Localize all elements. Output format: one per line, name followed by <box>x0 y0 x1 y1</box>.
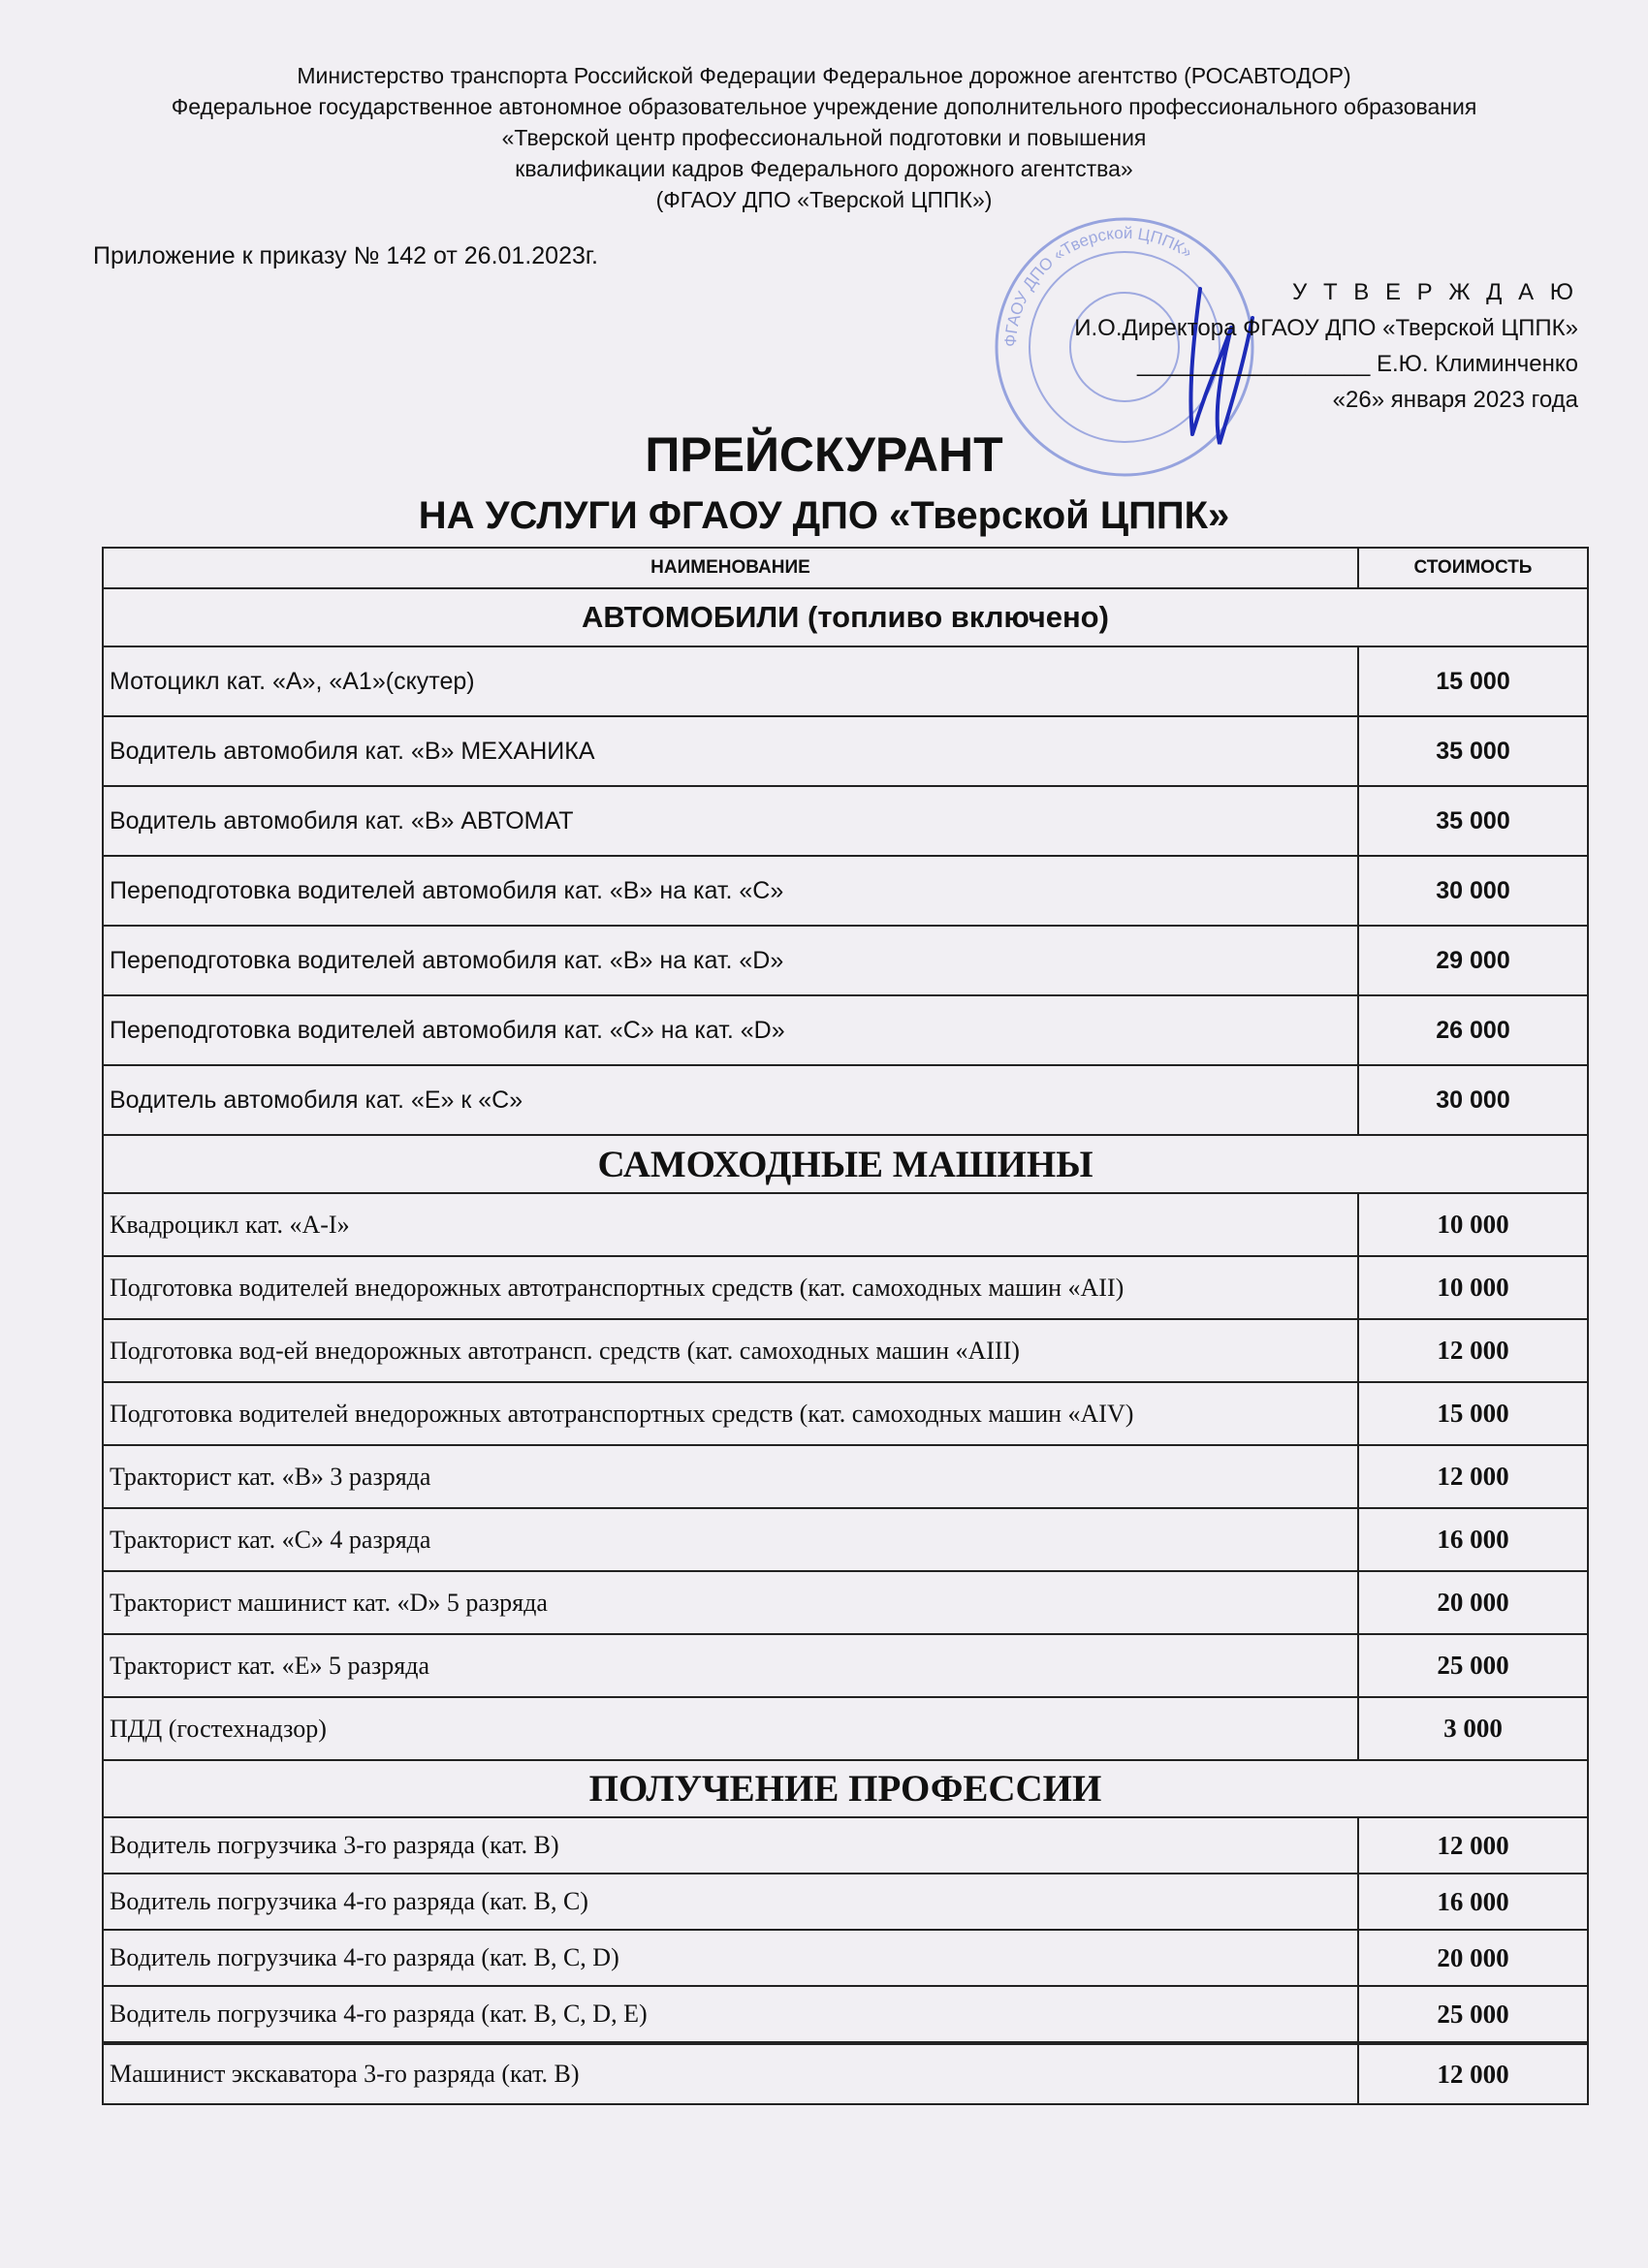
service-name: Водитель автомобиля кат. «В» АВТОМАТ <box>104 787 1359 855</box>
service-name: Переподготовка водителей автомобиля кат. «С» на кат. «D» <box>104 996 1359 1064</box>
service-name: Водитель автомобиля кат. «Е» к «С» <box>104 1066 1359 1134</box>
header-line-4: квалификации кадров Федерального дорожного агентства» <box>515 156 1133 181</box>
table-row <box>104 1255 1587 1318</box>
section-title: ПОЛУЧЕНИЕ ПРОФЕССИИ <box>104 1759 1587 1816</box>
organization-header <box>0 60 1648 215</box>
table-row <box>104 1985 1587 2041</box>
service-price: 35 000 <box>1436 737 1510 765</box>
service-price: 12 000 <box>1437 2059 1509 2089</box>
section-title: АВТОМОБИЛИ (топливо включено) <box>104 587 1587 646</box>
service-price: 15 000 <box>1436 667 1510 695</box>
service-name: Квадроцикл кат. «А-I» <box>104 1194 1359 1255</box>
service-price: 26 000 <box>1436 1016 1510 1044</box>
service-name: Переподготовка водителей автомобиля кат. «В» на кат. «С» <box>104 857 1359 925</box>
column-header-name: НАИМЕНОВАНИЕ <box>104 549 1359 587</box>
column-header-price: СТОИМОСТЬ <box>1413 557 1533 578</box>
service-price: 12 000 <box>1437 1462 1509 1491</box>
service-name: Тракторист кат. «В» 3 разряда <box>104 1446 1359 1507</box>
service-name: Мотоцикл кат. «А», «А1»(скутер) <box>104 647 1359 715</box>
header-line-2: Федеральное государственное автономное образовательное учреждение дополнительного профессионального образования <box>171 94 1477 119</box>
service-name: ПДД (гостехнадзор) <box>104 1698 1359 1759</box>
profession-section <box>104 1816 1587 2103</box>
service-name: Подготовка водителей внедорожных автотранспортных средств (кат. самоходных машин «АIV) <box>104 1383 1359 1444</box>
service-price: 12 000 <box>1437 1830 1509 1860</box>
approval-block <box>1074 274 1578 418</box>
approve-word: У Т В Е Р Ж Д А Ю <box>1292 279 1578 305</box>
table-row <box>104 1507 1587 1570</box>
service-name: Водитель автомобиля кат. «В» МЕХАНИКА <box>104 717 1359 785</box>
order-note: Приложение к приказу № 142 от 26.01.2023г. <box>93 242 598 269</box>
service-name: Водитель погрузчика 4-го разряда (кат. В, С, D) <box>104 1931 1359 1985</box>
table-header-row <box>104 549 1587 587</box>
service-price: 10 000 <box>1437 1273 1509 1302</box>
service-price: 12 000 <box>1437 1336 1509 1365</box>
document-subtitle: НА УСЛУГИ ФГАОУ ДПО «Тверской ЦППК» <box>418 494 1230 537</box>
table-row <box>104 1816 1587 1873</box>
stamp-text: ФГАОУ ДПО «Тверской ЦППК» <box>1000 223 1196 348</box>
table-row <box>104 715 1587 785</box>
service-price: 35 000 <box>1436 806 1510 835</box>
service-price: 10 000 <box>1437 1210 1509 1239</box>
table-row <box>104 1696 1587 1759</box>
table-row <box>104 1633 1587 1696</box>
table-row <box>104 1318 1587 1381</box>
approver-position: И.О.Директора ФГАОУ ДПО «Тверской ЦППК» <box>1074 315 1578 341</box>
table-row <box>104 855 1587 925</box>
approval-date: «26» января 2023 года <box>1332 387 1578 413</box>
table-row <box>104 1444 1587 1507</box>
table-row <box>104 1929 1587 1985</box>
section-title: САМОХОДНЫЕ МАШИНЫ <box>104 1134 1587 1192</box>
table-row <box>104 1192 1587 1255</box>
table-row <box>104 1570 1587 1633</box>
approver-signature-line: __________________ Е.Ю. Климинченко <box>1137 351 1578 377</box>
header-line-3: «Тверской центр профессиональной подготовки и повышения <box>501 125 1147 150</box>
service-name: Переподготовка водителей автомобиля кат. «В» на кат. «D» <box>104 927 1359 994</box>
price-table <box>102 547 1589 2105</box>
header-line-5: (ФГАОУ ДПО «Тверской ЦППК») <box>655 187 993 212</box>
header-line-1: Министерство транспорта Российской Федерации Федеральное дорожное агентство (РОСАВТОДОР) <box>297 63 1351 88</box>
service-name: Машинист экскаватора 3-го разряда (кат. В) <box>104 2045 1359 2103</box>
table-row <box>104 925 1587 994</box>
service-name: Тракторист машинист кат. «D» 5 разряда <box>104 1572 1359 1633</box>
service-price: 20 000 <box>1437 1588 1509 1617</box>
service-price: 25 000 <box>1437 1651 1509 1680</box>
service-price: 16 000 <box>1437 1886 1509 1916</box>
service-name: Водитель погрузчика 4-го разряда (кат. В, С, D, Е) <box>104 1987 1359 2041</box>
table-row <box>104 785 1587 855</box>
service-price: 29 000 <box>1436 946 1510 974</box>
service-price: 16 000 <box>1437 1525 1509 1554</box>
table-row <box>104 1064 1587 1134</box>
service-name: Водитель погрузчика 3-го разряда (кат. В) <box>104 1818 1359 1873</box>
service-price: 30 000 <box>1436 1086 1510 1114</box>
table-row <box>104 994 1587 1064</box>
service-price: 25 000 <box>1437 1999 1509 2029</box>
document-title: ПРЕЙСКУРАНТ <box>645 427 1003 482</box>
service-price: 30 000 <box>1436 876 1510 904</box>
table-row <box>104 1381 1587 1444</box>
service-name: Подготовка вод-ей внедорожных автотрансп. средств (кат. самоходных машин «АIII) <box>104 1320 1359 1381</box>
table-row <box>104 2041 1587 2103</box>
table-row <box>104 646 1587 715</box>
service-name: Подготовка водителей внедорожных автотранспортных средств (кат. самоходных машин «АII) <box>104 1257 1359 1318</box>
service-name: Тракторист кат. «Е» 5 разряда <box>104 1635 1359 1696</box>
service-name: Тракторист кат. «С» 4 разряда <box>104 1509 1359 1570</box>
service-price: 15 000 <box>1437 1399 1509 1428</box>
table-row <box>104 1873 1587 1929</box>
service-name: Водитель погрузчика 4-го разряда (кат. В, С) <box>104 1874 1359 1929</box>
service-price: 20 000 <box>1437 1942 1509 1972</box>
self-propelled-section <box>104 1192 1587 1759</box>
service-price: 3 000 <box>1443 1714 1503 1743</box>
